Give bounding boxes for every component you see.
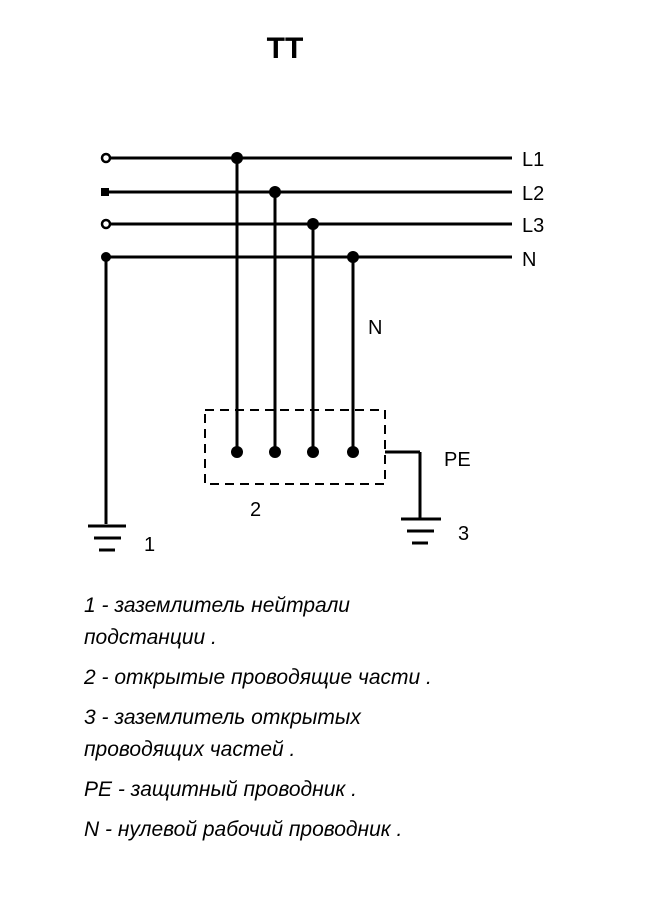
terminal-l2 xyxy=(101,188,109,196)
label-n: N xyxy=(522,249,537,271)
ground-icon-source xyxy=(88,526,126,550)
terminal-l3 xyxy=(102,220,110,228)
legend-item-2: 2 - открытые проводящие части . xyxy=(84,666,432,689)
label-l3: L3 xyxy=(522,215,545,237)
legend-item-1 xyxy=(84,590,644,654)
diagram-title: TT xyxy=(266,32,304,65)
label-l1: L1 xyxy=(522,149,545,171)
equipment-terminal-l3 xyxy=(307,446,319,458)
junction-n xyxy=(347,251,359,263)
equipment-terminal-n xyxy=(347,446,359,458)
legend-item-3-line-2: проводящих частей . xyxy=(84,738,296,761)
ground-icon-equipment xyxy=(401,519,441,543)
legend-item-n: N - нулевой рабочий проводник . xyxy=(84,818,403,841)
legend-item-3 xyxy=(84,702,644,766)
equipment-terminal-l1 xyxy=(231,446,243,458)
legend-item-pe: PE - защитный проводник . xyxy=(84,778,357,801)
equipment-terminal-l2 xyxy=(269,446,281,458)
junction-l3 xyxy=(307,218,319,230)
junction-l1 xyxy=(231,152,243,164)
junction-l2 xyxy=(269,186,281,198)
label-marker-1: 1 xyxy=(144,534,156,556)
label-l2: L2 xyxy=(522,183,545,205)
legend-item-1-line-1: 1 - заземлитель нейтрали xyxy=(84,594,350,617)
equipment-enclosure xyxy=(205,410,385,484)
label-n-wire: N xyxy=(368,317,383,339)
legend-item-3-line-1: 3 - заземлитель открытых xyxy=(84,706,361,729)
label-marker-2: 2 xyxy=(250,499,262,521)
label-marker-3: 3 xyxy=(458,523,470,545)
legend-item-1-line-2: подстанции . xyxy=(84,626,217,649)
label-pe: PE xyxy=(444,449,471,471)
terminal-l1 xyxy=(102,154,110,162)
legend xyxy=(84,590,644,854)
